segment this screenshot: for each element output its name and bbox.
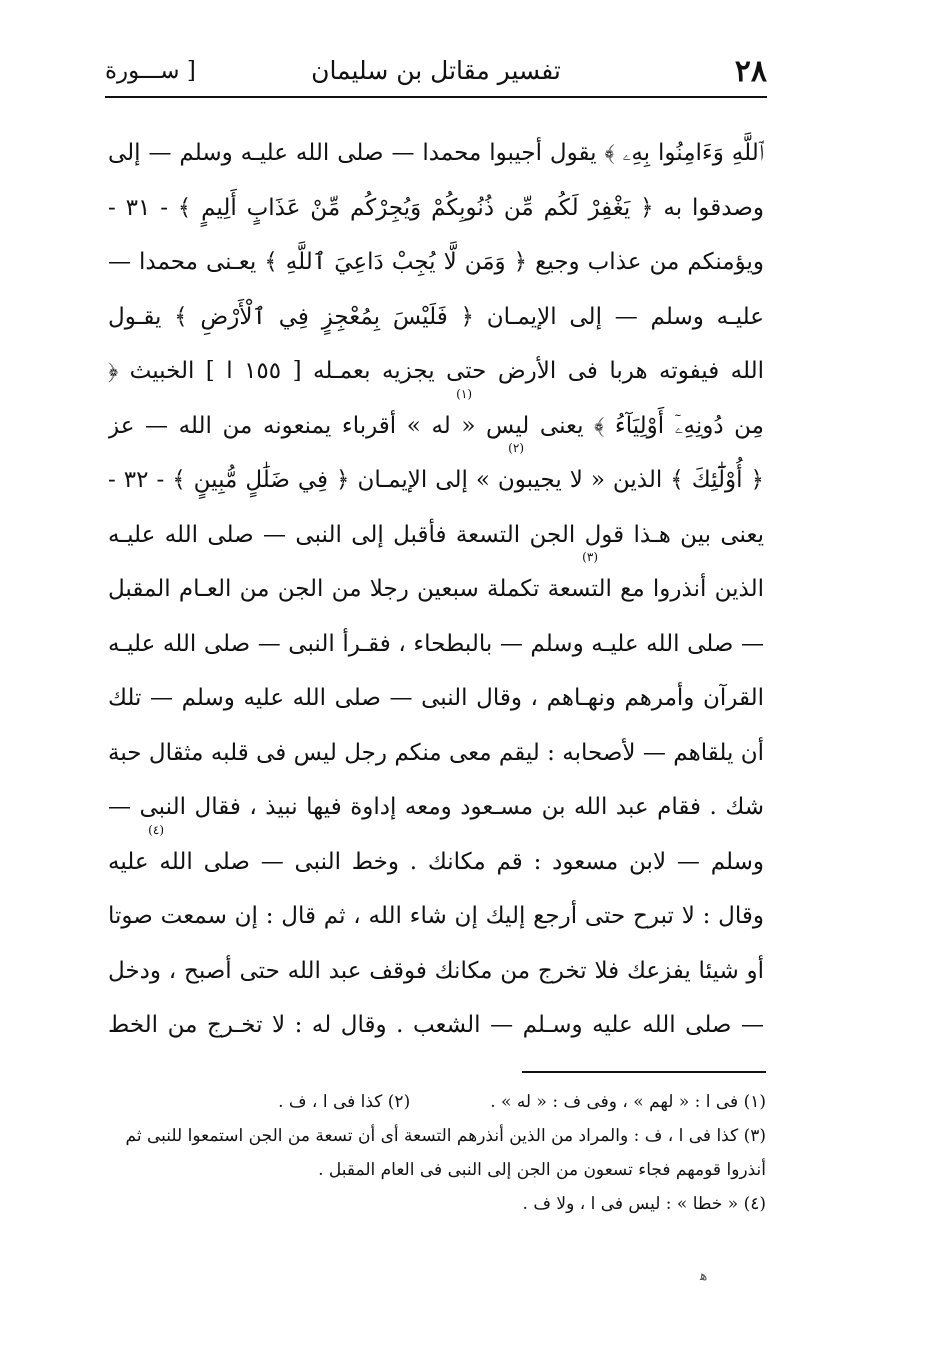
text-line: — صلى الله عليه وسـلم — الشعب . وقال له : لا تخـرج من الخط	[108, 1012, 764, 1038]
text-line-with-note	[108, 550, 764, 617]
text-line: الله فيفوته هربا فى الأرض حتى يجزيه بعمـله [ ١٥٥ ا ] الخبيث ﴿	[108, 358, 764, 384]
note-marker-2: (٢)	[508, 441, 524, 455]
printer-mark: ﻫ	[700, 1268, 708, 1284]
text-line: وسلم — لابن مسعود : قم مكانك . وخط النبى — صلى الله عليه	[108, 848, 764, 875]
text-line: القرآن وأمرهم ونهـاهم ، وقال النبى — صلى الله عليه وسلم — تلك	[108, 685, 764, 711]
text-line: ﴿ أُوْلَٰٓئِكَ ﴾ الذين « لا يجيبون » إلى الإيمـان ﴿ فِي ضَلَٰلٍ مُّبِينٍ ﴾ - ٣٢ -	[108, 467, 764, 493]
footnote-4: (٤) « خطا » : ليس فى ا ، ولا ف .	[522, 1194, 766, 1214]
text-line: ويؤمنكم من عذاب وجيع ﴿ وَمَن لَّا يُجِبْ دَاعِيَ ٱللَّهِ ﴾ يعـنى محمدا —	[108, 249, 764, 275]
page-number: ٢٨	[734, 54, 767, 89]
text-line: شك . فقام عبد الله بن مسـعود ومعه إداوة فيها نبيذ ، فقال النبى —	[108, 794, 764, 820]
text-line: — صلى الله عليـه وسلم — بالبطحاء ، فقـرأ النبى — صلى الله عليـه	[108, 630, 764, 657]
page-header	[105, 52, 767, 98]
commentary-text	[108, 126, 764, 1053]
text-line: أن يلقاهم — لأصحابه : ليقم معى منكم رجل ليس فى قلبه مثقال حبة	[108, 739, 764, 766]
text-line: عليـه وسلم — إلى الإيمـان ﴿ فَلَيْسَ بِمُعْجِزٍ فِي ٱلْأَرْضِ ﴾ يقـول	[108, 303, 764, 330]
note-marker-1: (١)	[456, 386, 472, 401]
footnote-3: (٣) كذا فى ا ، ف : والمراد من الذين أنذرهم التسعة أى أن تسعة من الجن استمعوا للنبى ثم	[125, 1126, 766, 1146]
text-line: الذين أنذروا مع التسعة تكملة سبعين رجلا من الجن من العـام المقبل	[108, 576, 764, 602]
footnote-3-continued: أنذروا قومهم فجاء تسعون من الجن إلى النبى فى العام المقبل .	[318, 1160, 766, 1180]
text-line: وقال : لا تبرح حتى أرجع إليك إن شاء الله ، ثم قال : إن سمعت صوتا	[108, 903, 764, 929]
footnote-2: (٢) كذا فى ا ، ف .	[278, 1092, 411, 1112]
text-line-with-note	[108, 441, 764, 508]
text-line: مِن دُونِهِۦٓ أَوْلِيَآءُ ﴾ يعنى ليس « له » أقرباء يمنعونه من الله — عز	[108, 412, 764, 439]
note-marker-4: (٤)	[148, 822, 164, 837]
text-line: أو شيئا يفزعك فلا تخرج من مكانك فوقف عبد الله حتى أصبح ، ودخل	[108, 957, 764, 984]
surah-label: [ ســـورة	[105, 58, 196, 84]
footnote-1: (١) فى ا : « لهم » ، وفى ف : « له » .	[490, 1092, 766, 1112]
footnote-separator	[522, 1071, 766, 1073]
footnote-row	[190, 1085, 766, 1119]
text-line: يعنى بين هـذا قول الجن التسعة فأقبل إلى النبى — صلى الله عليـه	[108, 521, 764, 548]
footnotes	[125, 1085, 766, 1221]
text-line: وصدقوا به ﴿ يَغْفِرْ لَكُم مِّن ذُنُوبِكُمْ وَيُجِرْكُم مِّنْ عَذَابٍ أَلِيمٍ ﴾ - ٣١ -	[108, 194, 764, 221]
text-line-with-note	[108, 822, 764, 890]
text-line: ٱللَّهِ وَءَامِنُوا بِهِۦ ﴾ يقول أجيبوا محمدا — صلى الله عليـه وسلم — إلى	[108, 140, 764, 166]
text-line-with-note	[108, 386, 764, 454]
book-title: تفسير مقاتل بن سليمان	[311, 56, 561, 85]
note-marker-3: (٣)	[582, 550, 598, 564]
